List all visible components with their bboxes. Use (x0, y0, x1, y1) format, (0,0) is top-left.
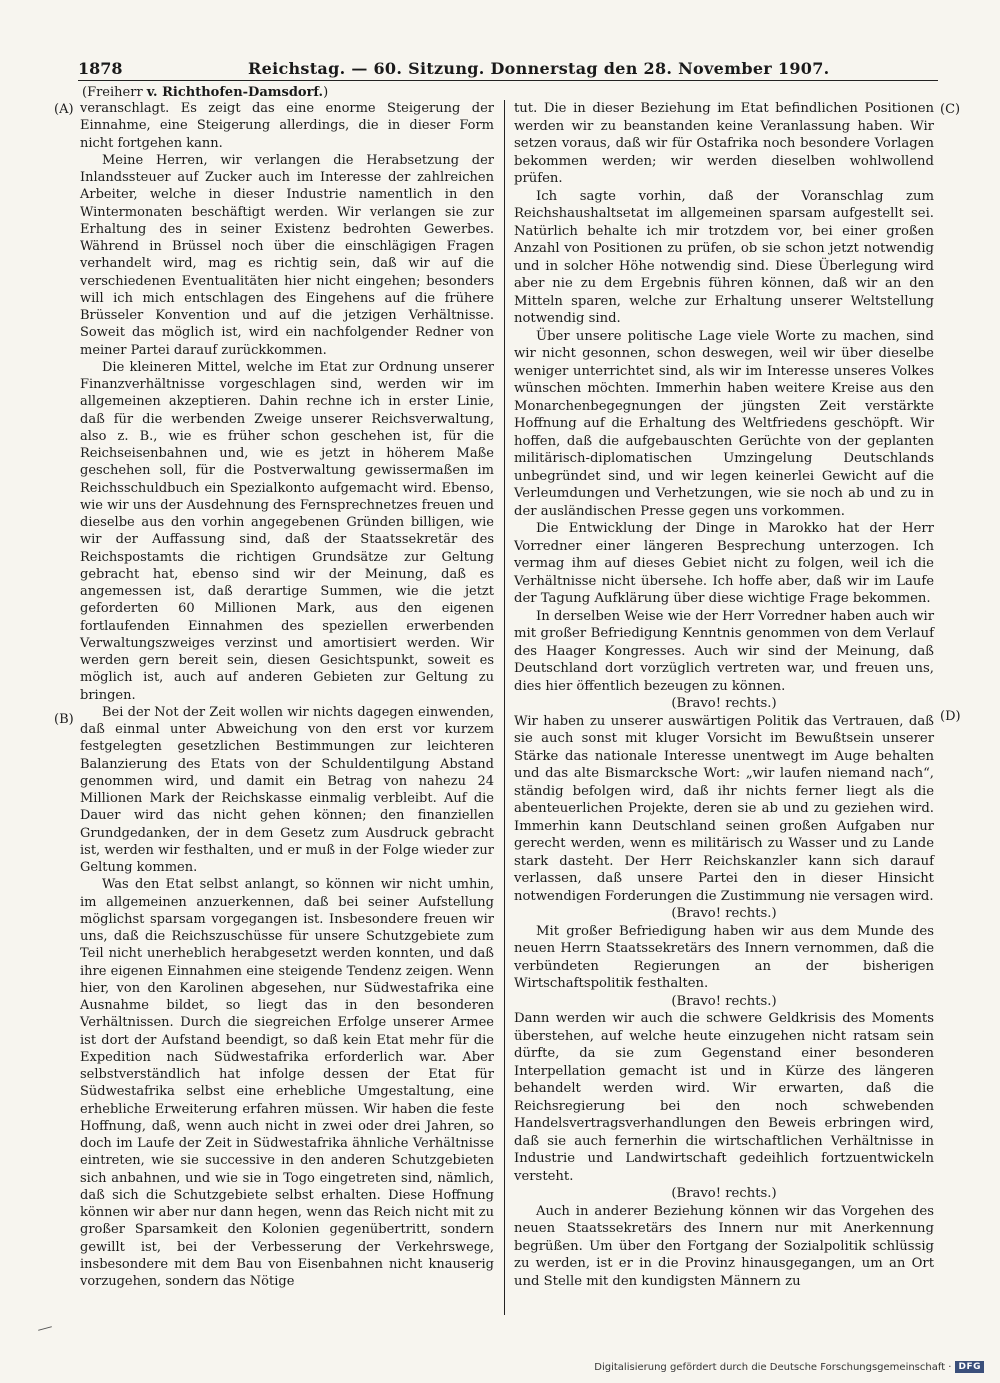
speaker-prefix: (Freiherr (82, 85, 143, 100)
paragraph: In derselben Weise wie der Herr Vorredner haben auch wir mit großer Befriedigung Kenntnis genommen von dem Verlauf des Haager Kongresses. Auch wir sind der Meinung, daß Deutschland dort vorzüglich vertreten war, und freuen uns, dies hier öffentlich bezeugen zu können. (514, 608, 934, 694)
paragraph: Meine Herren, wir verlangen die Herabsetzung der Inlandssteuer auf Zucker auch im Interesse der zahlreichen Arbeiter, welche in dieser Industrie namentlich in den Wintermonaten beschäftigt werden. Wir verlangen sie zur Erhaltung des in seiner Existenz bedrohten Gewerbes. Während in Brüssel noch über die einschlägigen Fragen verhandelt wird, mag es richtig sein, daß wir auf die verschiedenen Eventualitäten hier nicht eingehen; besonders will ich mich entschlagen des Eingehens auf die frühere Brüsseler Konvention und auf die jetzigen Verhältnisse. Soweit das möglich ist, wird ein nachfolgender Redner von meiner Partei darauf zurückkommen. (80, 152, 494, 358)
margin-marker-b: (B) (54, 712, 74, 727)
margin-marker-c: (C) (940, 102, 961, 117)
paragraph: (Bravo! rechts.) (671, 993, 777, 1009)
paragraph: Bei der Not der Zeit wollen wir nichts dagegen einwenden, daß einmal unter Abweichung von den erst vor kurzem festgelegten gesetzlichen Bestimmungen zur leichteren Balanzierung des Etats von der Schuldentilgung Abstand genommen wird, und damit ein Betrag von nahezu 24 Millionen Mark der Reichskasse einmalig verbleibt. Auf die Dauer wird das nicht gehen können; den finanziellen Grundgedanken, der in dem Gesetz zum Ausdruck gebracht ist, werden wir festhalten, und er muß in der Folge wieder zur Geltung kommen. (80, 704, 494, 875)
paragraph: Dann werden wir auch die schwere Geldkrisis des Moments überstehen, auf welche heute einzugehen nicht ratsam sein dürfte, da sie zum Gegenstand einer besonderen Interpellation gemacht ist und in Kürze des längeren behandelt werden wird. Wir erwarten, daß die Reichsregierung bei den noch schwebenden Handelsvertragsverhandlungen den Beweis erbringen wird, daß sie auch fernerhin die wirtschaftlichen Verhältnisse in Industrie und Landwirtschaft gedeihlich fortzuentwickeln versteht. (514, 1011, 934, 1184)
paragraph: Was den Etat selbst anlangt, so können wir nicht umhin, im allgemeinen anzuerkennen, daß bei seiner Aufstellung möglichst sparsam vorgegangen ist. Insbesondere freuen wir uns, daß die Reichszuschüsse für unsere Schutzgebiete zum Teil nicht unerheblich herabgesetzt werden konnten, und daß ihre eigenen Einnahmen eine steigende Tendenz zeigen. Wenn hier, von den Karolinen abgesehen, nur Südwestafrika eine Ausnahme bildet, so liegt das in den besonderen Verhältnissen. Durch die siegreichen Erfolge unserer Armee ist dort der Aufstand beendigt, so daß kein Etat mehr für die Expedition nach Südwestafrika erforderlich war. Aber selbstverständlich hat infolge dessen der Etat für Südwestafrika selbst eine erhebliche Umgestaltung, eine erhebliche Erweiterung erfahren müssen. Wir haben die feste Hoffnung, daß, wenn auch nicht in zwei oder drei Jahren, so doch im Laufe der Zeit in Südwestafrika ähnliche Verhältnisse eintreten, wie sie successive in den anderen Schutzgebieten sich anbahnen, und wie sie in Togo eingetreten sind, nämlich, daß sich die Schutzgebiete selbst erhalten. Diese Hoffnung können wir aber nur dann hegen, wenn das Reich nicht mit zu großer Sparsamkeit den Kolonien gegenübertritt, sondern gewillt ist, bei der Verbesserung der Verkehrswege, insbesondere mit dem Bau von Eisenbahnen nicht knauserig vorzugehen, sondern das Nötige (80, 877, 494, 1289)
margin-marker-d: (D) (940, 709, 961, 724)
margin-marker-a: (A) (54, 102, 74, 117)
speaker-line (82, 84, 328, 101)
paragraph: (Bravo! rechts.) (671, 906, 777, 921)
running-header (78, 54, 938, 78)
paragraph: veranschlagt. Es zeigt das eine enorme Steigerung der Einnahme, eine Steigerung allerdings, die in dieser Form nicht fortgehen kann. (80, 101, 494, 151)
paragraph: Die kleineren Mittel, welche im Etat zur Ordnung unserer Finanzverhältnisse vorgeschlagen sind, werden wir im allgemeinen akzeptieren. Dahin rechne ich in erster Linie, daß für die werbenden Zweige unserer Reichsverwaltung, also z. B., wie es früher schon geschehen ist, für die Reichseisenbahnen und, wie es jetzt in höherem Maße geschehen soll, für die Postverwaltung gewissermaßen im Reichsschuldbuch ein Spezialkonto aufgemacht wird. Ebenso, wie wir uns der Ausdehnung des Fernsprechnetzes freuen und dieselbe aus den vorhin angegebenen Gründen billigen, wie wir der Auffassung sind, daß der Staatssekretär des Reichspostamts die richtigen Grundsätze zur Geltung gebracht hat, ebenso sind wir der Meinung, daß es angemessen ist, daß derartige Summen, wie die jetzt geforderten 60 Millionen Mark, aus den eigenen fortlaufenden Einnahmen des speziellen erwerbenden Verwaltungszweiges verzinst und amortisiert werden. Wir werden gern bereit sein, diesen Gesichtspunkt, soweit es möglich ist, auch auf anderen Gebieten zur Geltung zu bringen. (80, 359, 495, 703)
paragraph: Mit großer Befriedigung haben wir aus dem Munde des neuen Herrn Staatssekretärs des Innern vernommen, daß die verbündeten Regierungen an der bisherigen Wirtschaftspolitik festhalten. (514, 923, 934, 991)
pencil-mark (38, 1326, 52, 1331)
footer-credit-text: Digitalisierung gefördert durch die Deutsche Forschungsgemeinschaft · (594, 1361, 952, 1373)
paragraph: Die Entwicklung der Dinge in Marokko hat der Herr Vorredner einer längeren Besprechung unterzogen. Ich vermag ihm auf dieses Gebiet nicht zu folgen, weil ich die Verhältnisse nicht übersehe. Ich hoffe aber, daß wir im Laufe der Tagung Aufklärung über diese wichtige Frage bekommen. (514, 521, 934, 606)
speaker-suffix: ) (323, 85, 329, 100)
paragraph: Über unsere politische Lage viele Worte zu machen, sind wir nicht gesonnen, schon deswegen, weil wir über dieselbe weniger unterrichtet sind, als wir im Interesse unseres Volkes wünschen möchten. Immerhin haben weitere Kreise aus den Monarchenbegegnungen der jüngsten Zeit verstärkte Hoffnung auf die Erhaltung des Weltfriedens geschöpft. Wir hoffen, daß die aufgebauschten Gerüchte von der geplanten militärisch-diplomatischen Umzingelung Deutschlands unbegründet sind, und wir legen keinerlei Gewicht auf die Verleumdungen und Verhetzungen, wie sie noch ab und zu in der ausländischen Presse gegen uns vorkommen. (514, 328, 934, 519)
right-column (514, 100, 934, 1290)
footer-credit (594, 1361, 984, 1373)
column-divider (504, 100, 505, 1315)
speaker-name: v. Richthofen-Damsdorf. (146, 85, 324, 100)
header-rule (78, 80, 938, 81)
dfg-logo: DFG (955, 1361, 984, 1373)
left-column (80, 100, 494, 1290)
paragraph: Wir haben zu unserer auswärtigen Politik das Vertrauen, daß sie auch sonst mit kluger Vorsicht im Bewußtsein unserer Stärke das nationale Interesse unentwegt im Auge behalten und das alte Bismarcksche Wort: „wir laufen niemand nach“, ständig befolgen wird, daß ihr nichts ferner liegt als die abenteuerlichen Projekte, deren sie ab und zu geziehen wird. Immerhin kann Deutschland seinen großen Aufgaben nur gerecht werden, wenn es militärisch zu Wasser und zu Lande stark dasteht. Der Herr Reichskanzler kann sich darauf verlassen, daß unsere Partei den in dieser Hinsicht notwendigen Forderungen die Zustimmung nie versagen wird. (514, 713, 934, 904)
page-number: 1878 (78, 59, 123, 78)
paragraph: (Bravo! rechts.) (671, 696, 777, 711)
paragraph: Auch in anderer Beziehung können wir das Vorgehen des neuen Staatssekretärs des Innern nur mit Anerkennung begrüßen. Um über den Fortgang der Sozialpolitik schlüssig zu werden, ist er in die Provinz hinausgegangen, um an Ort und Stelle mit den kundigsten Männern zu (514, 1203, 934, 1289)
paragraph: Ich sagte vorhin, daß der Voranschlag zum Reichshaushaltsetat im allgemeinen sparsam aufgestellt sei. Natürlich behalte ich mir trotzdem vor, bei einer großen Anzahl von Positionen zu prüfen, ob sie schon jetzt notwendig und in solcher Höhe notwendig sind. Diese Überlegung wird aber nie zu dem Ergebnis führen können, daß wir an den Mitteln sparen, welche zur Erhaltung unserer Weltstellung notwendig sind. (514, 188, 934, 326)
paragraph: tut. Die in dieser Beziehung im Etat befindlichen Positionen werden wir zu beanstanden keine Veranlassung haben. Wir setzen voraus, daß wir für Ostafrika noch besondere Vorlagen bekommen werden; wir werden dieselben wohlwollend prüfen. (514, 101, 934, 186)
running-title: Reichstag. — 60. Sitzung. Donnerstag den 28. November 1907. (248, 59, 830, 78)
paragraph: (Bravo! rechts.) (671, 1186, 777, 1201)
